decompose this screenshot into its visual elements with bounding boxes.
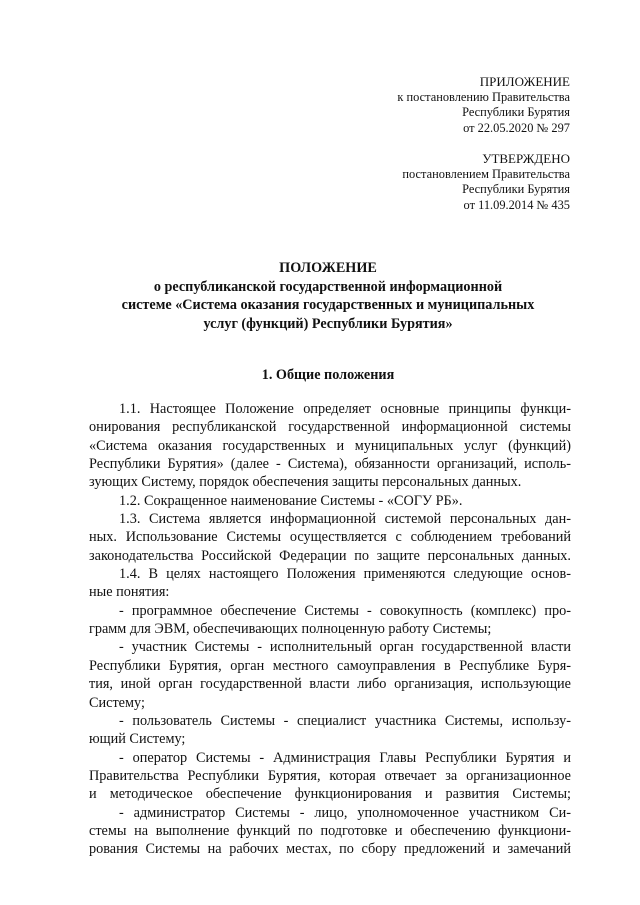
title-line-3: системе «Система оказания государственных и муниципальных xyxy=(121,297,535,314)
section-body xyxy=(89,400,571,859)
body-line: ных. Использование Системы осуществляется с соблюдением требований xyxy=(89,529,571,546)
title-line-2: о республиканской государственной информационной xyxy=(153,278,503,295)
approved-line-2: Республики Бурятия xyxy=(462,182,570,197)
body-line: Правительства Республики Бурятия, которая отвечает за организационное xyxy=(89,767,571,784)
appendix-line-3: от 22.05.2020 № 297 xyxy=(463,120,570,135)
body-line: рования Системы на рабочих местах, по сбору предложений и замечаний xyxy=(89,841,571,858)
body-line: онирования республиканской государственной информационной системы xyxy=(89,419,571,436)
body-line: - пользователь Системы - специалист участника Системы, использу- xyxy=(119,712,571,729)
body-line: и методическое обеспечение функционирования и развития Системы; xyxy=(89,786,571,803)
approved-line-3: от 11.09.2014 № 435 xyxy=(463,197,570,212)
body-line: 1.4. В целях настоящего Положения применяются следующие основ- xyxy=(119,566,571,583)
title-line-4: услуг (функций) Республики Бурятия» xyxy=(203,315,453,332)
approved-stamp xyxy=(402,151,570,213)
body-line: 1.1. Настоящее Положение определяет основные принципы функци- xyxy=(119,401,571,417)
section-heading: 1. Общие положения xyxy=(261,367,395,383)
document-title xyxy=(0,259,640,333)
approved-line-1: постановлением Правительства xyxy=(402,166,570,181)
appendix-line-1: к постановлению Правительства xyxy=(397,89,570,104)
body-line: 1.3. Система является информационной системой персональных дан- xyxy=(119,511,571,528)
body-line: зующих Систему, порядок обеспечения защиты персональных данных. xyxy=(89,474,522,491)
body-line: законодательства Российской Федерации по защите персональных данных. xyxy=(89,547,571,564)
body-line: ющий Систему; xyxy=(89,731,186,748)
title-line-1: ПОЛОЖЕНИЕ xyxy=(279,260,377,276)
body-line: 1.2. Сокращенное наименование Системы - «СОГУ РБ». xyxy=(119,492,463,509)
body-line: - администратор Системы - лицо, уполномоченное участником Си- xyxy=(119,804,571,821)
body-line: Республики Бурятия, орган местного самоуправления в Республике Буря- xyxy=(89,657,571,674)
body-line: стемы на выполнение функций по подготовке и обеспечению функциони- xyxy=(89,822,571,839)
appendix-heading: ПРИЛОЖЕНИЕ xyxy=(479,74,570,89)
body-line: - программное обеспечение Системы - совокупность (комплекс) про- xyxy=(119,602,571,619)
body-line: ные понятия: xyxy=(89,584,170,601)
body-line: Республики Бурятия» (далее - Система), обязанности организаций, исполь- xyxy=(89,456,571,473)
body-line: - оператор Системы - Администрация Главы Республики Бурятия и xyxy=(119,749,571,766)
body-line: - участник Системы - исполнительный орган государственной власти xyxy=(119,639,571,656)
body-line: тия, иной орган государственной власти либо организация, использующие xyxy=(89,676,571,693)
body-line: Систему; xyxy=(89,694,145,711)
body-line: «Система оказания государственных и муниципальных услуг (функций) xyxy=(89,437,571,454)
approved-heading: УТВЕРЖДЕНО xyxy=(482,151,570,166)
appendix-stamp xyxy=(397,74,570,136)
appendix-line-2: Республики Бурятия xyxy=(462,105,570,120)
body-line: грамм для ЭВМ, обеспечивающих полноценную работу Системы; xyxy=(89,621,492,638)
